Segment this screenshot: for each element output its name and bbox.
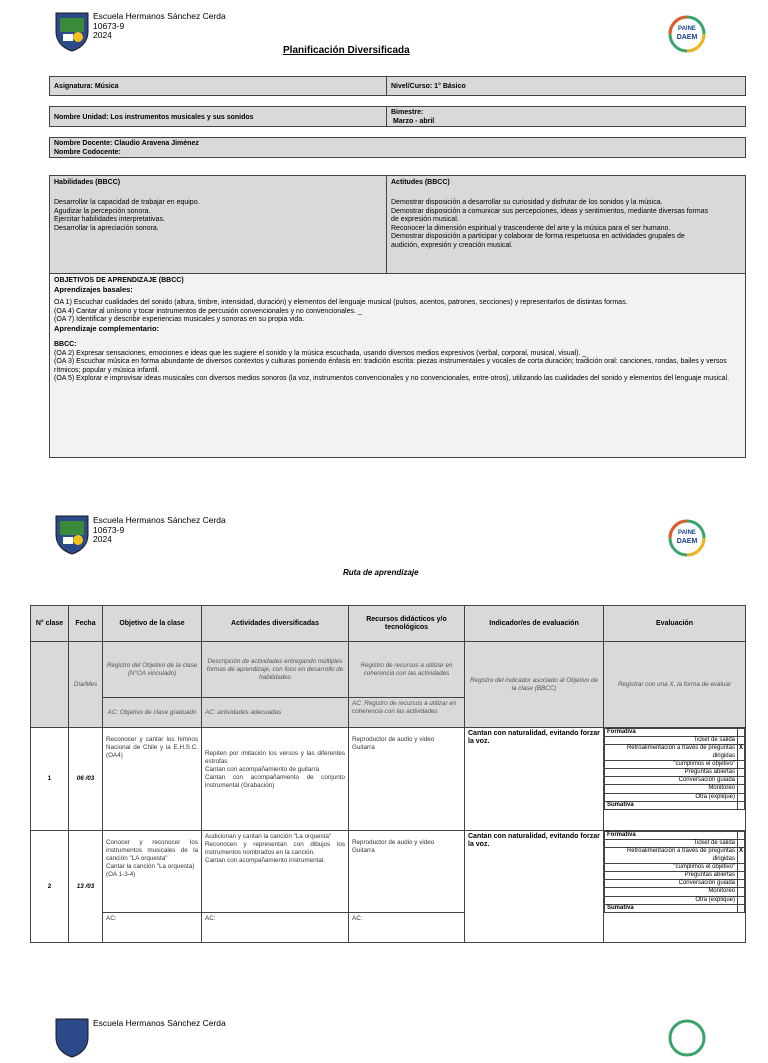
eval-item: "cumplimos el objetivo"	[605, 760, 738, 768]
docente-row	[49, 137, 746, 158]
complementario-title: Aprendizaje complementario:	[54, 323, 160, 333]
route-title: Ruta de aprendizaje	[343, 568, 419, 577]
clase-num: 2	[31, 831, 69, 943]
planning-title: Planificación Diversificada	[283, 45, 410, 56]
daem-logo	[667, 14, 707, 54]
basales-title: Aprendizajes basales:	[54, 284, 133, 294]
eval-item: Ticket de salida	[605, 840, 738, 848]
clase-indicador: Cantan con naturalidad, evitando forzar la voz.	[465, 831, 604, 943]
school-crest	[55, 1018, 89, 1058]
logo-text-top: PAINE	[678, 530, 696, 536]
clase-objetivo: Reconocer y cantar los himnos Nacional de Chile y la E.H.S.C. (OA4)	[103, 728, 202, 831]
skills-box	[49, 175, 746, 274]
sub-recursos: Registro de recursos a utilizar en coherencia con las actividades	[349, 642, 465, 698]
clase-recursos: Reproductor de audio y video Guitarra	[349, 728, 465, 831]
ac-recursos-row2: AC:	[349, 913, 465, 943]
header-objetivo: Objetivo de la clase	[103, 606, 202, 642]
school-info	[93, 516, 226, 545]
school-code: 10673-9	[93, 524, 125, 535]
header-recursos: Recursos didácticos y/o tecnológicos	[349, 606, 465, 642]
actitudes-list	[387, 197, 717, 252]
oa-basal: (OA 4) Cantar al unísono y tocar instrumentos de percusión convencionales y no convencionales. _	[54, 307, 362, 315]
table-row	[31, 728, 746, 831]
route-table	[30, 605, 746, 943]
oa-basal: OA 1) Escuchar cualidades del sonido (altura, timbre, intensidad, duración) y elementos del lenguaje musical (pulsos, acentos, patrones, secciones) y representarlos de distintas formas.	[54, 299, 628, 306]
actitud: Demostrar disposición a desarrollar su curiosidad y disfrutar de los sonidos y la música.	[391, 199, 663, 206]
eval-formativa: Formativa	[605, 729, 738, 737]
school-info	[93, 12, 226, 41]
daem-logo	[667, 1018, 707, 1058]
eval-checkbox[interactable]	[738, 785, 745, 793]
clase-indicador: Cantan con naturalidad, evitando forzar la voz.	[465, 728, 604, 831]
asignatura: Asignatura: Música	[54, 83, 119, 90]
habilidades-list	[50, 197, 380, 235]
ac-objetivo: AC: Objetivo de clase graduado	[103, 698, 202, 728]
oa-bbcc: (OA 2) Expresar sensaciones, emociones e ideas que les sugiere el sonido y la música escuchada, usando diversos medios expresivos (verbal, corporal, musical, visual). _	[54, 349, 587, 357]
eval-checkbox[interactable]: X	[738, 745, 745, 760]
eval-item: Monitoreo	[605, 888, 738, 896]
actitud: Demostrar disposición a comunicar sus percepciones, ideas y sentimientos, mediante diversas formas de expresión musical.	[391, 207, 709, 223]
clase-actividades: Repiten por imitación los versos y las diferentes estrofas Cantan con acompañamiento de guitarra Cantan con acompañamiento de conjunto instrumental (Grabación)	[202, 728, 349, 831]
header-evaluacion: Evaluación	[604, 606, 746, 642]
logo-text-bottom: DAEM	[676, 34, 698, 41]
eval-item: "cumplimos el objetivo"	[605, 863, 738, 871]
actitudes-title: Actitudes (BBCC)	[391, 179, 450, 186]
school-name: Escuela Hermanos Sánchez Cerda	[93, 1018, 226, 1028]
clase-actividades: Audicionan y cantan la canción "La orquesta" Reconocen y representan con dibujos los instrumentos nombrados en la canción. Cantan con acompañamiento instrumental.	[202, 831, 349, 913]
sub-evaluacion: Registrar con una X, la forma de evaluar	[604, 642, 746, 728]
evaluacion-cell	[604, 831, 746, 943]
unidad-row	[49, 106, 746, 127]
clase-fecha: 13 /03	[69, 831, 103, 943]
school-code: 10673-9	[93, 20, 125, 31]
actitud: Demostrar disposición a participar y colaborar de forma respetuosa en actividades grupales de audición, expresión y creación musical.	[391, 233, 685, 249]
eval-item: Otra (explique)	[605, 896, 738, 904]
evaluacion-cell	[604, 728, 746, 831]
clase-objetivo: Conocer y reconocer los instrumentos musicales de la canción "LA orquesta" Cantar la canción "La orquesta) (OA 1-3-4)	[103, 831, 202, 913]
sub-objetivo: Registro del Objetivo de la clase (N°OA vinculado)	[103, 642, 202, 698]
school-year: 2024	[93, 30, 112, 40]
ac-actividades-row2: AC:	[202, 913, 349, 943]
header-clase: N° clase	[31, 606, 69, 642]
bbcc-title: BBCC:	[54, 341, 77, 348]
eval-checkbox[interactable]	[738, 760, 745, 768]
bimestre-value: Marzo - abril	[393, 118, 435, 125]
eval-item: Preguntas abiertas	[605, 769, 738, 777]
objetivos-title: OBJETIVOS DE APRENDIZAJE (BBCC)	[54, 277, 184, 284]
eval-formativa: Formativa	[605, 832, 738, 840]
school-crest	[55, 12, 89, 52]
bimestre-label: Bimestre:	[391, 109, 424, 116]
ac-actividades: AC: actividades adecuadas	[202, 698, 349, 728]
eval-checkbox[interactable]	[738, 769, 745, 777]
objetivos-box	[49, 274, 746, 458]
oa-bbcc: (OA 5) Explorar e improvisar ideas musicales con diversos medios sonoros (la voz, instrumentos convencionales y no convencionales, entre otros), utilizando las cualidades del sonido y elementos del lenguaje musical.	[54, 375, 730, 382]
eval-checkbox[interactable]	[738, 793, 745, 801]
logo-text-top: PAINE	[678, 26, 696, 32]
eval-item: Otra (explique)	[605, 793, 738, 801]
eval-checkbox[interactable]	[738, 777, 745, 785]
habilidades-title: Habilidades (BBCC)	[54, 179, 121, 186]
clase-num: 1	[31, 728, 69, 831]
eval-item: Preguntas abiertas	[605, 872, 738, 880]
codocente: Nombre Codocente:	[54, 149, 121, 156]
habilidad: Agudizar la percepción sonora.	[54, 207, 151, 215]
eval-item: Ticket de salida	[605, 737, 738, 745]
oa-basal: (OA 7) Identificar y describir experiencias musicales y sonoras en su propia vida.	[54, 316, 305, 323]
docente: Nombre Docente: Claudio Aravena Jiménez	[54, 140, 199, 147]
header-indicador: Indicador/es de evaluación	[465, 606, 604, 642]
school-year: 2024	[93, 534, 112, 544]
sub-actividades: Descripción de actividades entregando múltiples formas de aprendizaje, con foco en desarrollo de habilidades	[202, 642, 349, 698]
eval-item: Retroalimentación a través de preguntas dirigidas	[605, 745, 738, 760]
eval-checkbox[interactable]	[738, 872, 745, 880]
eval-item: Conversación guiada	[605, 777, 738, 785]
oa-bbcc: (OA 3) Escuchar música en forma abundante de diversos contextos y culturas poniendo énfasis en: tradición escrita: piezas instrumentales y vocales de corta duración; tradición oral: canciones, rondas, bailes y versos rítmicos; popular y música infantil.	[54, 358, 727, 374]
school-name: Escuela Hermanos Sánchez Cerda	[93, 11, 226, 21]
evaluation-grid	[604, 728, 745, 810]
eval-sumativa: Sumativa	[605, 801, 738, 809]
table-row	[31, 831, 746, 913]
daem-logo	[667, 518, 707, 558]
eval-checkbox[interactable]: X	[738, 848, 745, 863]
eval-checkbox[interactable]	[738, 863, 745, 871]
unidad: Nombre Unidad: Los instrumentos musicales y sus sonidos	[54, 114, 254, 121]
eval-checkbox[interactable]	[738, 880, 745, 888]
school-crest	[55, 515, 89, 555]
ac-recursos: AC: Registro de recursos a utilizar en coherencia con las actividades	[349, 698, 465, 728]
eval-checkbox[interactable]	[738, 888, 745, 896]
header-actividades: Actividades diversificadas	[202, 606, 349, 642]
logo-text-bottom: DAEM	[676, 538, 698, 545]
actitud: Reconocer la dimensión espiritual y trascendente del arte y la música para el ser humano.	[391, 224, 671, 232]
habilidad: Desarrollar la apreciación sonora.	[54, 224, 159, 232]
habilidad: Desarrollar la capacidad de trabajar en equipo.	[54, 199, 200, 206]
eval-sumativa: Sumativa	[605, 904, 738, 912]
eval-checkbox[interactable]	[738, 737, 745, 745]
sub-fecha: Día/Mes	[69, 642, 103, 728]
header-fecha: Fecha	[69, 606, 103, 642]
eval-item: Monitoreo	[605, 785, 738, 793]
sub-indicador: Registro del indicador asociado al Objetivo de la clase (BBCC)	[465, 642, 604, 728]
nivel-curso: Nivel/Curso: 1° Básico	[391, 83, 466, 90]
ac-objetivo-row2: AC:	[103, 913, 202, 943]
eval-checkbox[interactable]	[738, 840, 745, 848]
eval-item: Retroalimentación a través de preguntas dirigidas	[605, 848, 738, 863]
eval-checkbox[interactable]	[738, 896, 745, 904]
school-name: Escuela Hermanos Sánchez Cerda	[93, 515, 226, 525]
asignatura-row	[49, 76, 746, 96]
clase-recursos: Reproductor de audio y video Guitarra	[349, 831, 465, 913]
clase-fecha: 06 /03	[69, 728, 103, 831]
eval-item: Conversación guiada	[605, 880, 738, 888]
evaluation-grid	[604, 831, 745, 913]
habilidad: Ejercitar habilidades interpretativas.	[54, 216, 165, 223]
